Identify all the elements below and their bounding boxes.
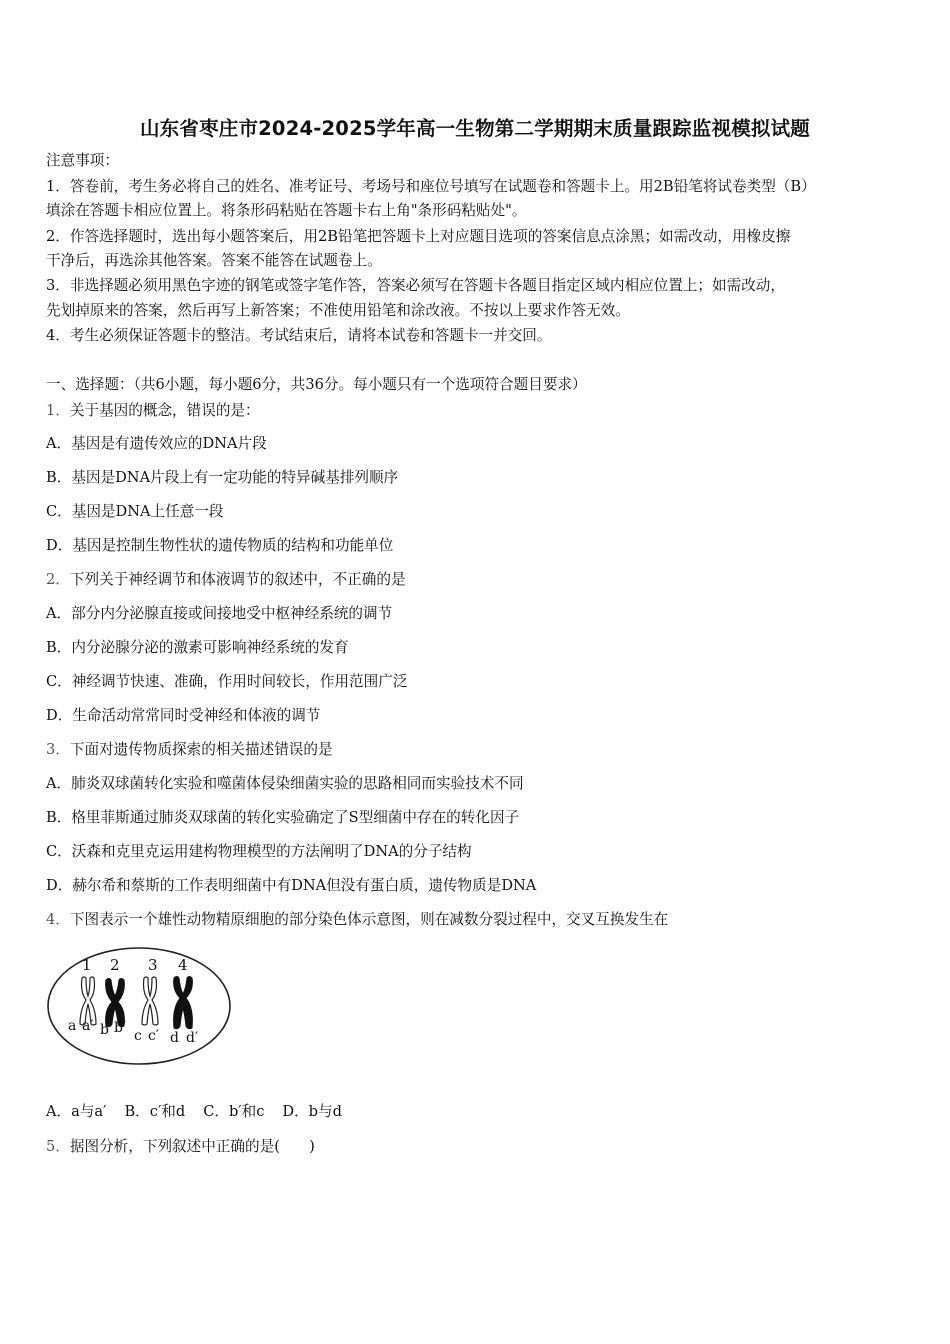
q2-option-d: D．生命活动常常同时受神经和体液的调节: [46, 707, 321, 724]
question-stem: 关于基因的概念，错误的是：: [69, 402, 260, 419]
allele-label-a-prime: a′: [82, 1018, 94, 1034]
q1-option-a: A．基因是有遗传效应的DNA片段: [46, 435, 267, 452]
notice-item-2-cont: 干净后，再选涂其他答案。答案不能答在试题卷上。: [46, 252, 382, 269]
notice-item-2: 2．作答选择题时，选出每小题答案后，用2B铅笔把答题卡上对应题目选项的答案信息点涂黑；如需改动，用橡皮擦: [46, 228, 791, 245]
notice-heading: 注意事项：: [46, 152, 119, 169]
question-stem: 下面对遗传物质探索的相关描述错误的是: [69, 741, 333, 758]
question-number: 2．: [46, 571, 70, 588]
question-number: 5．: [46, 1138, 70, 1155]
q4-option-b: B．c′和d: [124, 1103, 186, 1120]
section-heading: 一、选择题：（共6小题，每小题6分，共36分。每小题只有一个选项符合题目要求）: [46, 376, 587, 393]
page-title: 山东省枣庄市2024-2025学年高一生物第二学期期末质量跟踪监视模拟试题: [139, 117, 811, 140]
chromosome-label-3: 3: [148, 956, 158, 974]
q1-option-d: D．基因是控制生物性状的遗传物质的结构和功能单位: [46, 537, 394, 554]
question-stem: 下图表示一个雄性动物精原细胞的部分染色体示意图，则在减数分裂过程中，交叉互换发生在: [69, 911, 669, 928]
q3-option-b: B．格里菲斯通过肺炎双球菌的转化实验确定了S型细菌中存在的转化因子: [46, 809, 520, 826]
chromosome-label-1: 1: [82, 956, 92, 974]
q4-options: [46, 1102, 360, 1122]
chromosome-3: [142, 977, 158, 1025]
chromosome-label-4: 4: [178, 956, 188, 974]
question-number: 1．: [46, 402, 70, 419]
allele-label-d-prime: d′: [186, 1030, 199, 1046]
allele-label-a: a: [68, 1018, 77, 1034]
chromosome-label-2: 2: [110, 956, 120, 974]
question-5: [46, 1137, 315, 1157]
q3-option-a: A．肺炎双球菌转化实验和噬菌体侵染细菌实验的思路相同而实验技术不同: [46, 775, 524, 792]
q2-option-c: C．神经调节快速、准确，作用时间较长，作用范围广泛: [46, 673, 408, 690]
allele-label-b-prime: b′: [114, 1020, 127, 1036]
allele-label-c: c: [134, 1028, 142, 1044]
q2-option-a: A．部分内分泌腺直接或间接地受中枢神经系统的调节: [46, 605, 393, 622]
notice-item-1-cont: 填涂在答题卡相应位置上。将条形码粘贴在答题卡右上角"条形码粘贴处"。: [46, 202, 527, 219]
question-number: 4．: [46, 911, 70, 928]
question-4: [46, 910, 668, 930]
q3-option-d: D．赫尔希和蔡斯的工作表明细菌中有DNA但没有蛋白质，遗传物质是DNA: [46, 877, 537, 894]
cell-outline: [48, 948, 230, 1064]
q2-option-b: B．内分泌腺分泌的激素可影响神经系统的发育: [46, 639, 349, 656]
question-stem: 据图分析，下列叙述中正确的是( ): [69, 1138, 315, 1155]
q3-option-c: C．沃森和克里克运用建构物理模型的方法阐明了DNA的分子结构: [46, 843, 472, 860]
question-1: [46, 401, 260, 421]
question-stem: 下列关于神经调节和体液调节的叙述中，不正确的是: [69, 571, 406, 588]
notice-item-4: 4．考生必须保证答题卡的整洁。考试结束后，请将本试卷和答题卡一并交回。: [46, 327, 552, 344]
allele-label-c-prime: c′: [148, 1028, 160, 1044]
allele-label-d: d: [170, 1030, 179, 1046]
q4-option-d: D．b与d: [282, 1103, 342, 1120]
q1-option-b: B．基因是DNA片段上有一定功能的特异碱基排列顺序: [46, 469, 399, 486]
chromosome-diagram: [44, 944, 234, 1068]
notice-item-1: 1．答卷前，考生务必将自己的姓名、准考证号、考场号和座位号填写在试题卷和答题卡上。用2B铅笔将试卷类型（B）: [46, 178, 816, 195]
notice-item-3: 3．非选择题必须用黑色字迹的钢笔或签字笔作答，答案必须写在答题卡各题目指定区域内相应位置上；如需改动，: [46, 277, 785, 294]
q4-option-c: C．b′和c: [203, 1103, 265, 1120]
question-2: [46, 570, 406, 590]
question-number: 3．: [46, 741, 70, 758]
chromosome-4: [174, 977, 193, 1029]
q4-option-a: A．a与a′: [46, 1103, 107, 1120]
notice-item-3-cont: 先划掉原来的答案，然后再写上新答案；不准使用铅笔和涂改液。不按以上要求作答无效。: [46, 302, 630, 319]
question-3: [46, 740, 333, 760]
allele-label-b: b: [100, 1022, 109, 1038]
q1-option-c: C．基因是DNA上任意一段: [46, 503, 224, 520]
